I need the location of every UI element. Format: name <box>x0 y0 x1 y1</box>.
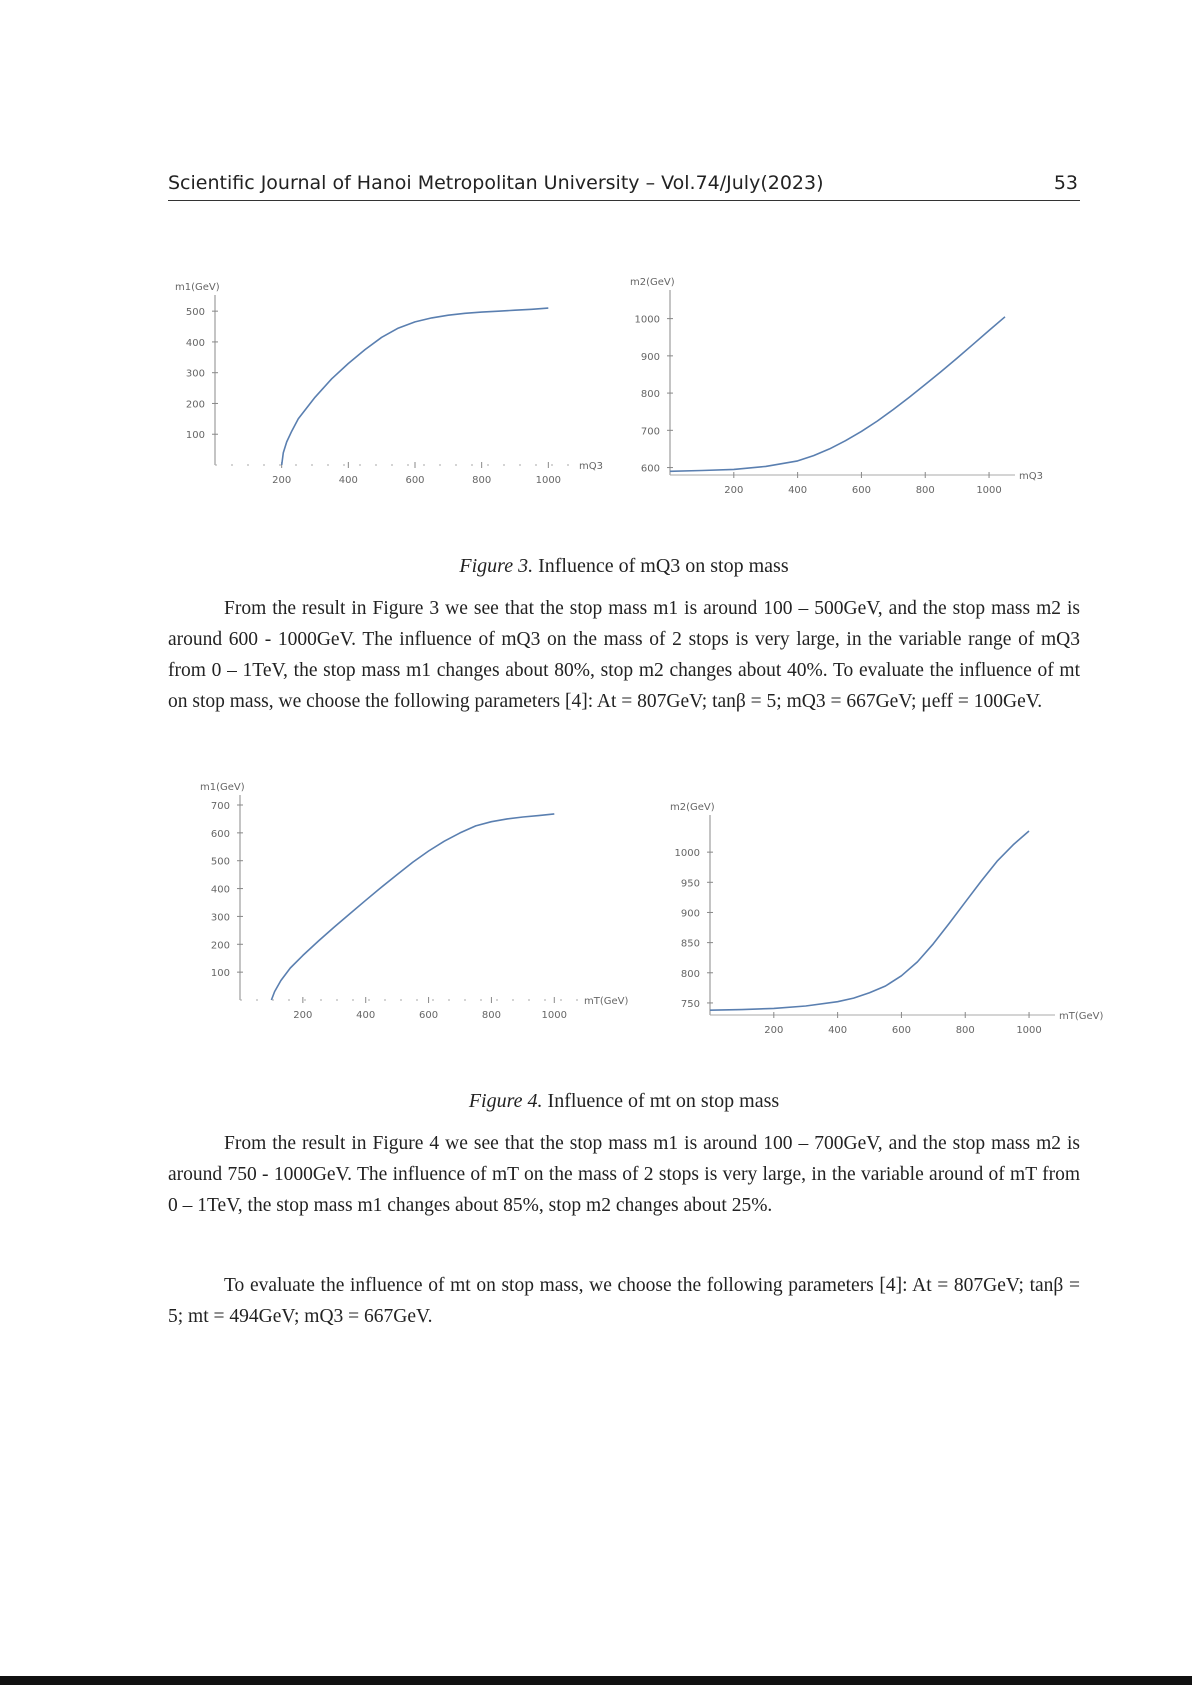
figure4-left-chart <box>185 775 629 1040</box>
series-line <box>670 317 1005 472</box>
figure3-left-chart <box>160 270 603 520</box>
y-tick-label: 200 <box>210 940 230 952</box>
x-tick-label: 800 <box>472 475 492 486</box>
paragraph-3: To evaluate the influence of mt on stop mass, we choose the following parameters [4]: At = 807GeV; tanβ = 5; mt = 494GeV; mQ3 = 667GeV. <box>168 1275 1080 1327</box>
y-tick-label: 500 <box>210 856 230 868</box>
x-tick-label: 200 <box>764 1025 784 1036</box>
figure4-right-chart <box>660 780 1104 1050</box>
x-tick-label: 600 <box>891 1025 911 1036</box>
x-tick-label: 400 <box>338 475 358 486</box>
x-tick-label: 400 <box>788 485 808 496</box>
y-tick-label: 400 <box>185 337 205 349</box>
figure3-right-chart <box>620 270 1043 520</box>
y-axis-label: m1(GeV) <box>200 782 245 793</box>
y-tick-label: 1000 <box>674 848 700 860</box>
x-axis-label: mQ3 <box>1019 471 1043 482</box>
y-tick-label: 1000 <box>634 314 660 326</box>
series-line <box>271 814 554 1000</box>
x-tick-label: 800 <box>955 1025 975 1036</box>
x-tick-label: 1000 <box>541 1010 568 1021</box>
x-tick-label: 1000 <box>1016 1025 1042 1036</box>
x-tick-label: 800 <box>915 485 935 496</box>
x-tick-label: 800 <box>481 1010 501 1021</box>
y-tick-label: 300 <box>185 368 205 380</box>
y-tick-label: 850 <box>680 938 700 950</box>
figure4-caption-label: Figure 4. <box>468 1090 543 1112</box>
x-axis-label: mQ3 <box>579 461 603 472</box>
x-axis-label: mT(GeV) <box>1059 1011 1104 1022</box>
y-tick-label: 700 <box>210 801 230 812</box>
x-tick-label: 200 <box>293 1010 313 1021</box>
y-axis-label: m1(GeV) <box>175 282 220 293</box>
series-line <box>282 308 549 465</box>
y-tick-label: 500 <box>185 307 205 319</box>
x-tick-label: 600 <box>405 475 425 486</box>
y-tick-label: 900 <box>640 351 660 363</box>
y-tick-label: 900 <box>680 908 700 920</box>
x-tick-label: 200 <box>724 485 744 496</box>
figure3-caption-label: Figure 3. <box>459 555 534 577</box>
y-axis-label: m2(GeV) <box>630 277 675 288</box>
figure3-caption <box>168 555 1080 578</box>
paragraph-1: From the result in Figure 3 we see that the stop mass m1 is around 100 – 500GeV, and the stop mass m2 is around 600 - 1000GeV. The influence of mQ3 on the mass of 2 stops is very large, in the variable range of mQ3 from 0 – 1TeV, the stop mass m1 changes about 80%, stop m2 changes about 40%. To evaluate the influence of mt on stop mass, we choose the following parameters [4]: At = 807GeV; tanβ = 5; mQ3 = 667GeV; μeff = 100GeV. <box>168 598 1080 712</box>
x-tick-label: 1000 <box>535 475 562 486</box>
figure4-caption-text: Influence of mt on stop mass <box>547 1090 780 1112</box>
y-tick-label: 800 <box>680 968 700 980</box>
y-tick-label: 400 <box>210 884 230 896</box>
y-tick-label: 800 <box>640 389 660 401</box>
y-tick-label: 100 <box>210 968 230 980</box>
figure3-caption-text: Influence of mQ3 on stop mass <box>538 555 789 577</box>
y-tick-label: 600 <box>210 828 230 840</box>
figure4-caption <box>168 1090 1080 1113</box>
y-axis-label: m2(GeV) <box>670 802 715 813</box>
page-number: 53 <box>1053 172 1078 194</box>
x-tick-label: 600 <box>851 485 871 496</box>
page-bottom-border <box>0 1676 1192 1685</box>
y-tick-label: 700 <box>640 426 660 438</box>
journal-title: Scientific Journal of Hanoi Metropolitan University – Vol.74/July(2023) <box>168 172 824 194</box>
x-axis-label: mT(GeV) <box>584 996 629 1007</box>
y-tick-label: 750 <box>680 998 700 1010</box>
x-tick-label: 600 <box>419 1010 439 1021</box>
x-tick-label: 1000 <box>976 485 1002 496</box>
paragraph-2: From the result in Figure 4 we see that the stop mass m1 is around 100 – 700GeV, and the stop mass m2 is around 750 - 1000GeV. The influence of mT on the mass of 2 stops is very large, in the variable around of mT from 0 – 1TeV, the stop mass m1 changes about 85%, stop m2 changes about 25%. <box>168 1133 1080 1216</box>
series-line <box>710 831 1029 1010</box>
y-tick-label: 100 <box>185 430 205 442</box>
y-tick-label: 600 <box>640 463 660 475</box>
y-tick-label: 300 <box>210 912 230 924</box>
x-tick-label: 200 <box>272 475 292 486</box>
x-tick-label: 400 <box>356 1010 376 1021</box>
page-header <box>168 172 1080 201</box>
y-tick-label: 200 <box>185 399 205 411</box>
x-tick-label: 400 <box>828 1025 848 1036</box>
y-tick-label: 950 <box>680 878 700 890</box>
